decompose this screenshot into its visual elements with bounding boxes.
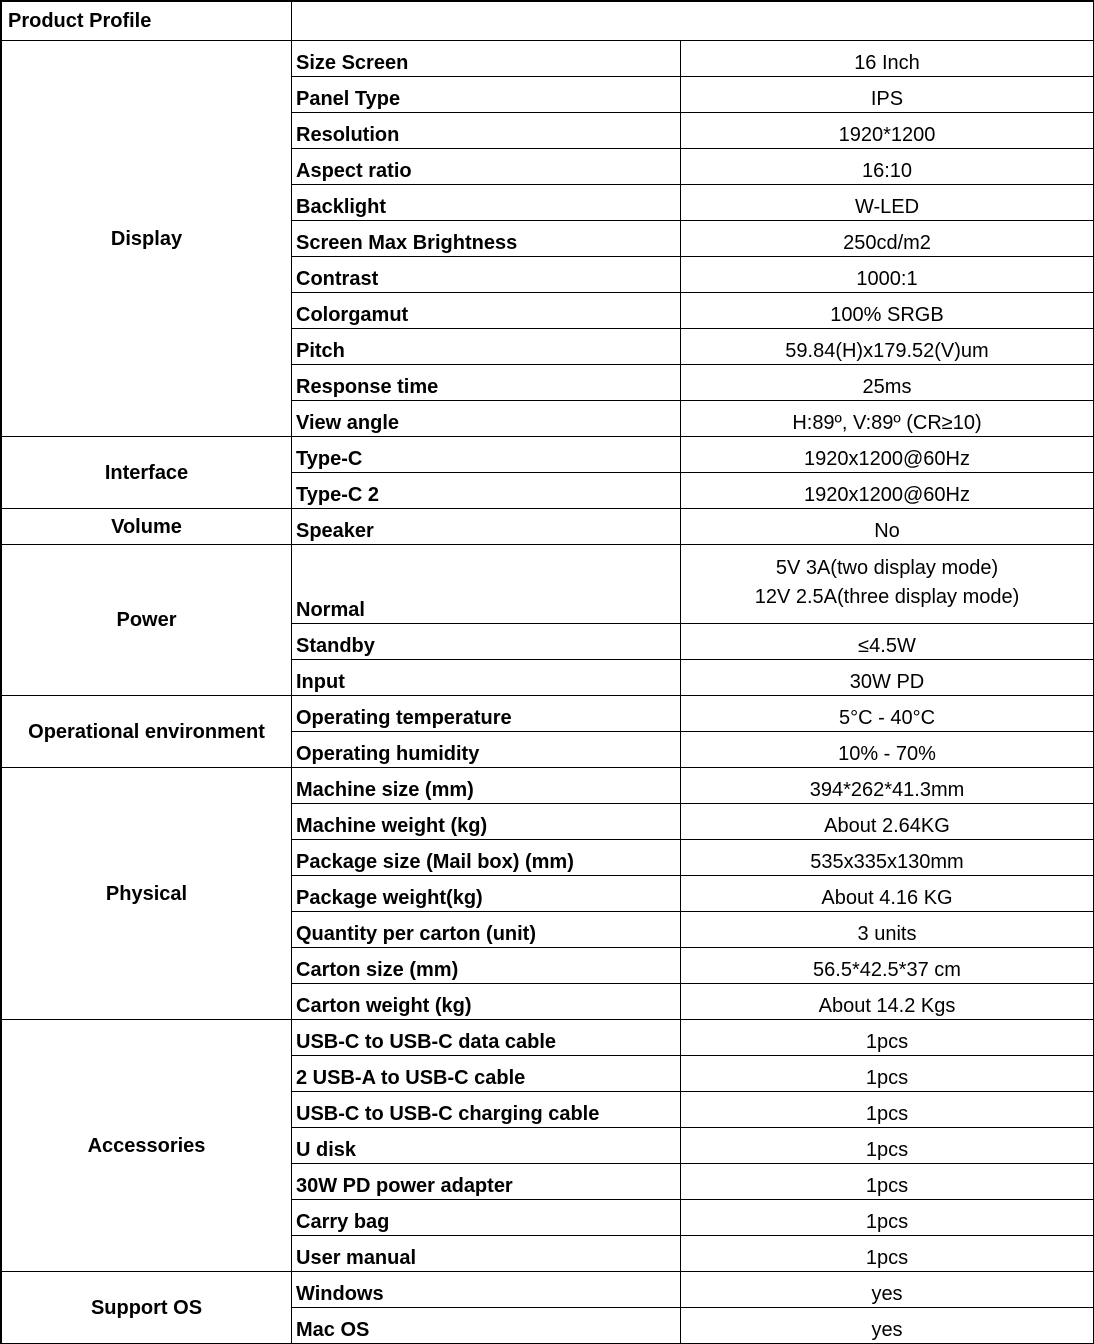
spec-label: Package size (Mail box) (mm) — [292, 840, 681, 876]
spec-value — [681, 545, 1094, 624]
spec-label: View angle — [292, 401, 681, 437]
spec-label: Package weight(kg) — [292, 876, 681, 912]
spec-value: 1920x1200@60Hz — [681, 437, 1094, 473]
group-label-display: Display — [2, 41, 292, 437]
spec-label: Panel Type — [292, 77, 681, 113]
spec-label: Aspect ratio — [292, 149, 681, 185]
spec-value: No — [681, 509, 1094, 545]
spec-label: Carton weight (kg) — [292, 984, 681, 1020]
spec-value: 1920*1200 — [681, 113, 1094, 149]
group-label-accessories: Accessories — [2, 1020, 292, 1272]
spec-label: Response time — [292, 365, 681, 401]
spec-label: U disk — [292, 1128, 681, 1164]
spec-label: Quantity per carton (unit) — [292, 912, 681, 948]
spec-row — [2, 41, 1094, 77]
spec-value: About 2.64KG — [681, 804, 1094, 840]
spec-value: 1000:1 — [681, 257, 1094, 293]
spec-row — [2, 696, 1094, 732]
spec-label: Type-C 2 — [292, 473, 681, 509]
spec-label: Size Screen — [292, 41, 681, 77]
spec-label: Speaker — [292, 509, 681, 545]
spec-label: Machine size (mm) — [292, 768, 681, 804]
spec-label: Normal — [292, 545, 681, 624]
spec-row — [2, 437, 1094, 473]
spec-label: Resolution — [292, 113, 681, 149]
spec-label: Type-C — [292, 437, 681, 473]
spec-label: Standby — [292, 624, 681, 660]
spec-value: About 14.2 Kgs — [681, 984, 1094, 1020]
spec-value: H:89º, V:89º (CR≥10) — [681, 401, 1094, 437]
spec-value: 1pcs — [681, 1200, 1094, 1236]
spec-value: 100% SRGB — [681, 293, 1094, 329]
spec-value: 250cd/m2 — [681, 221, 1094, 257]
spec-value: 30W PD — [681, 660, 1094, 696]
group-label-power: Power — [2, 545, 292, 696]
spec-label: Contrast — [292, 257, 681, 293]
spec-label: 30W PD power adapter — [292, 1164, 681, 1200]
spec-value: ≤4.5W — [681, 624, 1094, 660]
spec-label: Windows — [292, 1272, 681, 1308]
spec-row — [2, 768, 1094, 804]
spec-label: 2 USB-A to USB-C cable — [292, 1056, 681, 1092]
spec-label: Operating temperature — [292, 696, 681, 732]
spec-value: yes — [681, 1308, 1094, 1344]
spec-value: 16:10 — [681, 149, 1094, 185]
product-profile-table — [1, 1, 1094, 1344]
spec-value-line: 5V 3A(two display mode) — [775, 557, 999, 579]
spec-label: Backlight — [292, 185, 681, 221]
spec-value: 25ms — [681, 365, 1094, 401]
spec-value: 56.5*42.5*37 cm — [681, 948, 1094, 984]
spec-label: Pitch — [292, 329, 681, 365]
group-label-interface: Interface — [2, 437, 292, 509]
spec-value: 3 units — [681, 912, 1094, 948]
spec-label: Carton size (mm) — [292, 948, 681, 984]
spec-value: 394*262*41.3mm — [681, 768, 1094, 804]
spec-value: 10% - 70% — [681, 732, 1094, 768]
spec-label: USB-C to USB-C charging cable — [292, 1092, 681, 1128]
spec-value: 1pcs — [681, 1236, 1094, 1272]
group-label-environment: Operational environment — [2, 696, 292, 768]
spec-value: 1920x1200@60Hz — [681, 473, 1094, 509]
spec-value: 1pcs — [681, 1128, 1094, 1164]
spec-row — [2, 509, 1094, 545]
spec-label: User manual — [292, 1236, 681, 1272]
spec-label: Machine weight (kg) — [292, 804, 681, 840]
spec-value: About 4.16 KG — [681, 876, 1094, 912]
spec-label: Screen Max Brightness — [292, 221, 681, 257]
title-row — [2, 2, 1094, 41]
spec-value: 1pcs — [681, 1056, 1094, 1092]
spec-value: 59.84(H)x179.52(V)um — [681, 329, 1094, 365]
group-label-support-os: Support OS — [2, 1272, 292, 1344]
group-label-volume: Volume — [2, 509, 292, 545]
spec-value: IPS — [681, 77, 1094, 113]
spec-value: 1pcs — [681, 1092, 1094, 1128]
spec-row — [2, 1272, 1094, 1308]
spec-value: 1pcs — [681, 1020, 1094, 1056]
title-empty-cell — [292, 2, 1094, 41]
spec-value: W-LED — [681, 185, 1094, 221]
spec-label: Operating humidity — [292, 732, 681, 768]
spec-value: 535x335x130mm — [681, 840, 1094, 876]
spec-row — [2, 1020, 1094, 1056]
spec-value: 1pcs — [681, 1164, 1094, 1200]
spec-label: Input — [292, 660, 681, 696]
spec-label: Mac OS — [292, 1308, 681, 1344]
spec-label: Carry bag — [292, 1200, 681, 1236]
spec-label: USB-C to USB-C data cable — [292, 1020, 681, 1056]
spec-label: Colorgamut — [292, 293, 681, 329]
spec-value-line: 12V 2.5A(three display mode) — [754, 586, 1020, 608]
spec-value: 16 Inch — [681, 41, 1094, 77]
spec-value: 5°C - 40°C — [681, 696, 1094, 732]
group-label-physical: Physical — [2, 768, 292, 1020]
spec-row — [2, 545, 1094, 624]
table-title: Product Profile — [2, 2, 292, 41]
spec-value: yes — [681, 1272, 1094, 1308]
